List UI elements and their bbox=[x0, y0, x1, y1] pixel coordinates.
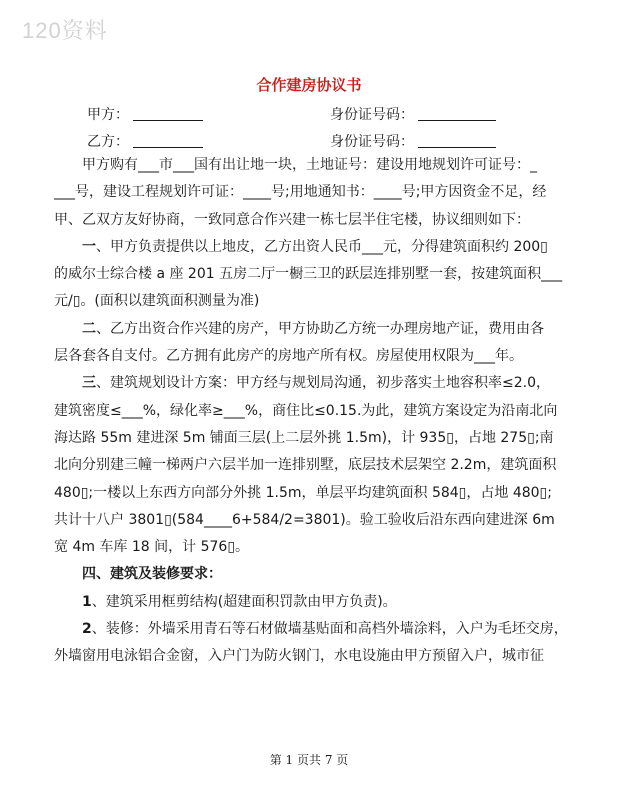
party-a-label: 甲方： bbox=[87, 107, 129, 123]
clause-3-line-7: 宽 4m 车库 18 间，计 576▯。 bbox=[54, 539, 250, 556]
party-a-blank bbox=[133, 106, 203, 121]
clause-3-line-2: 建筑密度≤___%，绿化率≥___%，商住比≤0.15.为此，建筑方案设定为沿南北向 bbox=[54, 402, 558, 419]
party-b-label: 乙方： bbox=[87, 134, 129, 150]
party-b-id-blank bbox=[418, 133, 496, 148]
clause-4-item-2 bbox=[54, 616, 574, 643]
party-b-row bbox=[87, 131, 203, 151]
clause-2-line-1 bbox=[54, 316, 574, 343]
intro-line-3: 甲、乙双方友好协商，一致同意合作兴建一栋七层半住宅楼，协议细则如下： bbox=[54, 211, 530, 228]
party-b-id-row bbox=[330, 131, 496, 151]
clause-1-line-2: 的威尔士综合楼 a 座 201 五房二厅一橱三卫的跃层连排别墅一套，按建筑面积___ bbox=[54, 266, 563, 283]
agreement-body bbox=[54, 152, 574, 671]
clause-2-number: 二 bbox=[82, 320, 96, 337]
watermark: 120资料 bbox=[22, 18, 108, 43]
clause-3-line-6: 共计十八户 3801▯(584____6+584/2=3801)。验工验收后沿东西向建进深 6m bbox=[54, 511, 555, 528]
clause-3-number: 三 bbox=[82, 375, 96, 392]
party-a-id-label: 身份证号码： bbox=[330, 107, 414, 123]
clause-2-line-2: 层各套各自支付。乙方拥有此房产的房地产所有权。房屋使用权限为___年。 bbox=[54, 348, 523, 365]
item-1-text: 、建筑采用框剪结构(超建面积罚款由甲方负责)。 bbox=[91, 593, 397, 610]
clause-3-line-1 bbox=[54, 370, 574, 397]
item-1-number: 1 bbox=[82, 593, 92, 610]
clause-1-line-3: 元/▯。(面积以建筑面积测量为准) bbox=[54, 293, 260, 310]
intro-line-1: 甲方购有___市___国有出让地一块，土地证号：建设用地规划许可证号：_ bbox=[82, 157, 537, 173]
party-a-row bbox=[87, 104, 203, 124]
clause-3-text: 、建筑规划设计方案：甲方经与规划局沟通，初步落实土地容积率≤2.0， bbox=[96, 375, 550, 392]
party-a-id-row bbox=[330, 104, 496, 124]
party-b-blank bbox=[133, 133, 203, 148]
clause-3-line-3: 海达路 55m 建进深 5m 铺面三层(上二层外挑 1.5m)，计 935▯，占地 275▯;南 bbox=[54, 429, 554, 446]
clause-3-line-5: 480▯;一楼以上东西方向部分外挑 1.5m，单层平均建筑面积 584▯，占地 480▯; bbox=[54, 484, 552, 501]
clause-1-line-1 bbox=[54, 234, 574, 261]
item-2-number: 2 bbox=[82, 621, 92, 638]
clause-4-heading: 四、建筑及装修要求： bbox=[82, 566, 222, 583]
intro-line-2: ___号，建设工程规划许可证：____号;用地通知书：____号;甲方因资金不足，经 bbox=[54, 184, 547, 201]
page-footer: 第 1 页共 7 页 bbox=[269, 753, 349, 767]
clause-3-line-4: 北向分别建三幢一梯两户六层半加一连排别墅，底层技术层架空 2.2m，建筑面积 bbox=[54, 457, 557, 474]
clause-4-item-1 bbox=[54, 589, 574, 616]
party-a-id-blank bbox=[418, 106, 496, 121]
clause-1-text: 、甲方负责提供以上地皮，乙方出资人民币___元，分得建筑面积约 200▯ bbox=[96, 238, 548, 255]
party-b-id-label: 身份证号码： bbox=[330, 134, 414, 150]
item-2-text: 、装修：外墙采用青石等石材做墙基贴面和高档外墙涂料，入户为毛坯交房， bbox=[91, 621, 568, 638]
document-title: 合作建房协议书 bbox=[256, 76, 362, 94]
clause-4-item-2-line-2: 外墙窗用电泳铝合金窗，入户门为防火钢门，水电设施由甲方预留入户，城市征 bbox=[54, 648, 544, 665]
clause-2-text: 、乙方出资合作兴建的房产，甲方协助乙方统一办理房地产证，费用由各 bbox=[96, 320, 544, 337]
clause-1-number: 一 bbox=[82, 238, 96, 255]
